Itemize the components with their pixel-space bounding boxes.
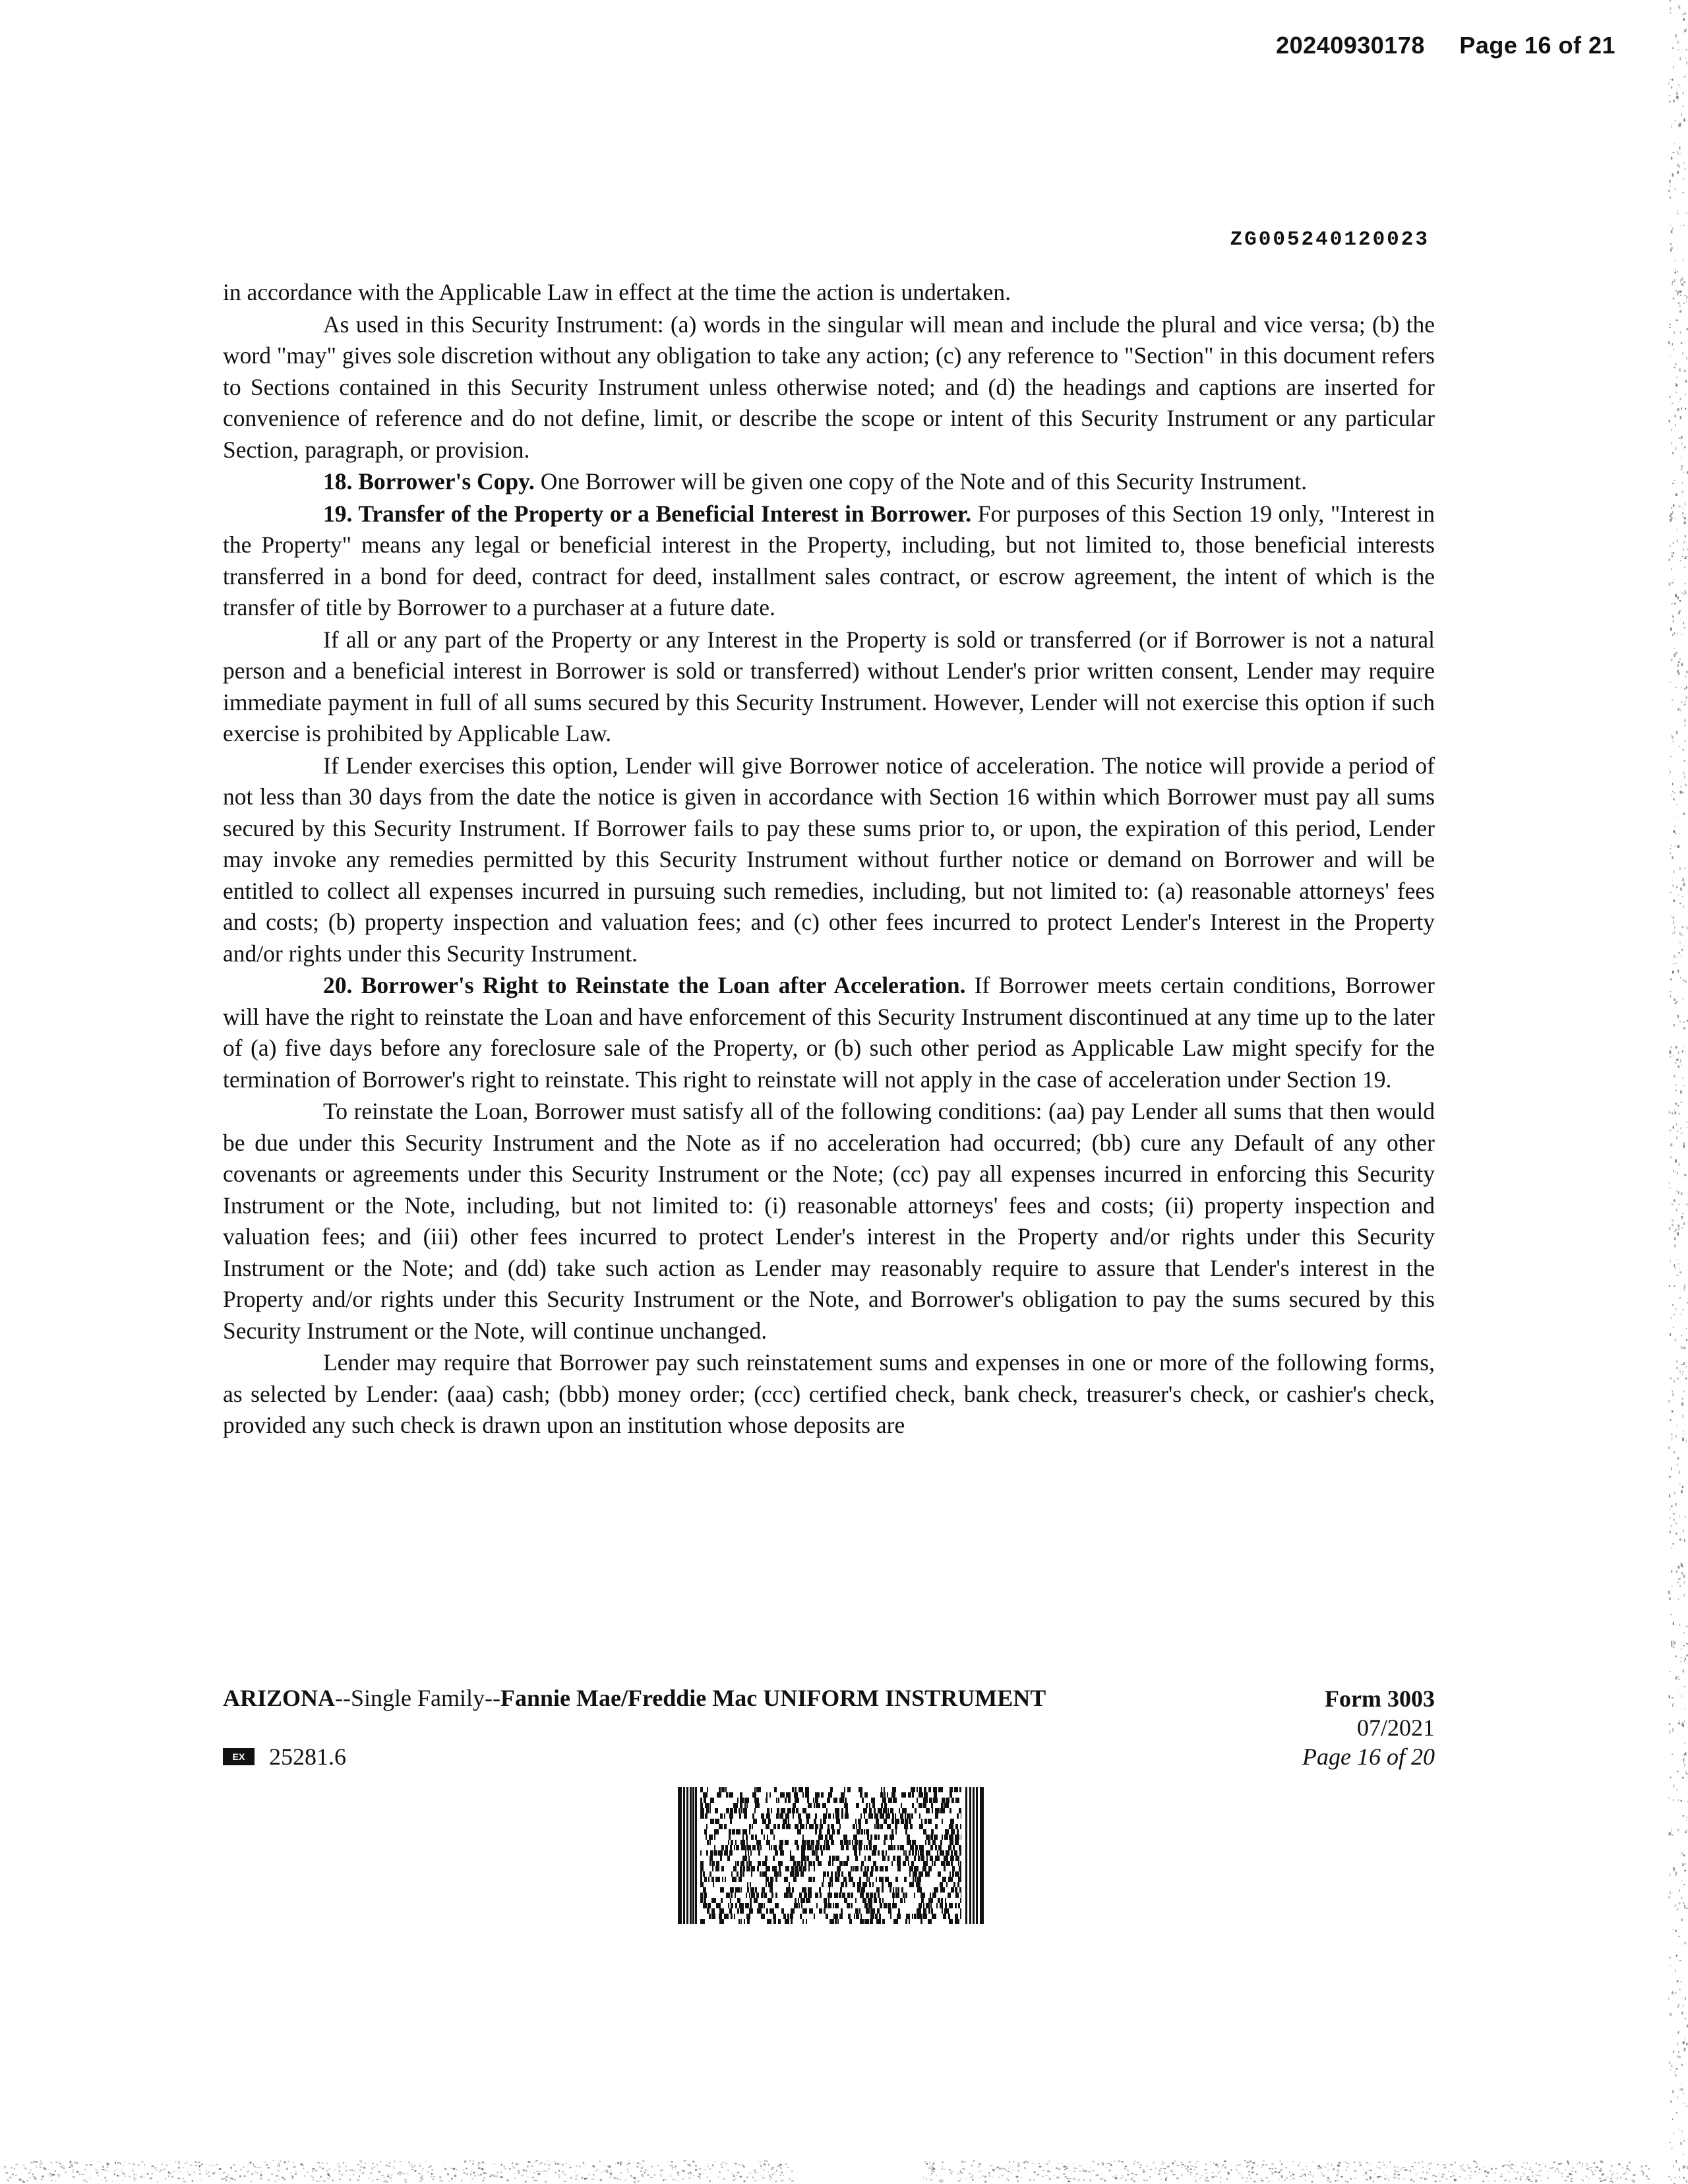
loan-number: ZG005240120023 — [1230, 228, 1430, 251]
section-19 — [223, 499, 1435, 624]
form-number: Form 3003 — [1325, 1685, 1435, 1712]
paragraph-text: in accordance with the Applicable Law in effect at the time the action is undertaken. — [223, 279, 1011, 305]
paragraph-definitions — [223, 309, 1435, 466]
paragraph-text: Lender may require that Borrower pay such reinstatement sums and expenses in one or more of the following forms, as selected by Lender: (aaa) cash; (bbb) money order; (ccc) certified check, bank check, treasurer's check, or cashier's check, provided any such check is drawn upon an institution whose deposits are — [223, 1349, 1435, 1438]
document-id — [223, 1743, 346, 1771]
form-description — [223, 1684, 1046, 1712]
paragraph-continuation — [223, 277, 1435, 309]
scan-bottom-noise — [0, 2158, 1688, 2184]
paragraph-text: If Lender exercises this option, Lender will give Borrower notice of acceleration. The notice will provide a period of not less than 30 days from the date the notice is given in accordance with Section 16 within which Borrower must pay all sums secured by this Security Instrument. If Borrower fails to pay these sums prior to, or upon, the expiration of this period, Lender may invoke any remedies permitted by this Security Instrument without further notice or demand on Borrower and will be entitled to collect all expenses incurred in pursuing such remedies, including, but not limited to: (a) reasonable attorneys' fees and costs; (b) property inspection and valuation fees; and (c) other fees incurred to protect Lender's Interest in the Property and/or rights under this Security Instrument. — [223, 752, 1435, 967]
section-title: 19. Transfer of the Property or a Beneficial Interest in Borrower. — [323, 500, 972, 527]
pdf417-barcode-icon — [678, 1787, 986, 1924]
section-title: 20. Borrower's Right to Reinstate the Loan after Acceleration. — [323, 972, 966, 998]
recording-page-label: Page 16 of 21 — [1459, 32, 1615, 59]
document-id-number: 25281.6 — [269, 1744, 346, 1770]
form-page-ref: Page 16 of 20 — [1302, 1744, 1435, 1770]
form-instrument: Fannie Mae/Freddie Mac UNIFORM INSTRUMENT — [500, 1685, 1046, 1711]
section-title: 18. Borrower's Copy. — [323, 468, 535, 495]
recording-header — [1276, 32, 1615, 59]
form-type: --Single Family-- — [335, 1685, 500, 1711]
scan-edge-noise — [1648, 0, 1688, 2184]
paragraph-text: For purposes of this Section 19 only, "Interest in the Property" means any legal or beneficial interest in the Property, including, but not limited to, those beneficial interests transferred in a bond for deed, contract for deed, installment sales contract, or escrow agreement, the intent of which is the transfer of title by Borrower to a purchaser at a future date. — [223, 500, 1435, 621]
document-body — [223, 277, 1435, 1442]
ellie-mae-logo-icon: EX — [223, 1748, 255, 1765]
form-info — [1302, 1684, 1435, 1771]
section-18 — [223, 466, 1435, 498]
paragraph-reinstate-conditions — [223, 1096, 1435, 1347]
form-state: ARIZONA — [223, 1685, 336, 1711]
paragraph-text: If all or any part of the Property or any Interest in the Property is sold or transferred (or if Borrower is not a natural person and a beneficial interest in Borrower is sold or transferred) without Lender's prior written consent, Lender may require immediate payment in full of all sums secured by this Security Instrument. However, Lender will not exercise this option if such exercise is prohibited by Applicable Law. — [223, 626, 1435, 746]
form-date: 07/2021 — [1356, 1714, 1435, 1741]
paragraph-text: To reinstate the Loan, Borrower must satisfy all of the following conditions: (aa) pay Lender all sums that then would be due under this Security Instrument and the Note as if no acceleration had occurred; (bb) cure any Default of any other covenants or agreements under this Security Instrument or the Note; (cc) pay all expenses incurred in enforcing this Security Instrument or the Note, including, but not limited to: (i) reasonable attorneys' fees and costs; (ii) property inspection and valuation fees; and (iii) other fees incurred to protect Lender's interest in the Property and/or rights under this Security Instrument or the Note; and (dd) take such action as Lender may reasonably require to assure that Lender's interest in the Property and/or rights under this Security Instrument or the Note, and Borrower's obligation to pay the sums secured by this Security Instrument or the Note, will continue unchanged. — [223, 1098, 1435, 1344]
paragraph-acceleration — [223, 750, 1435, 970]
recording-number: 20240930178 — [1276, 32, 1425, 59]
paragraph-text: As used in this Security Instrument: (a) words in the singular will mean and include the plural and vice versa; (b) the word "may" gives sole discretion without any obligation to take any action; (c) any reference to "Section" in this document refers to Sections contained in this Security Instrument unless otherwise noted; and (d) the headings and captions are inserted for convenience of reference and do not define, limit, or describe the scope or intent of this Security Instrument or any particular Section, paragraph, or provision. — [223, 311, 1435, 463]
paragraph-transfer — [223, 624, 1435, 750]
paragraph-text: One Borrower will be given one copy of the Note and of this Security Instrument. — [534, 468, 1308, 495]
section-20 — [223, 970, 1435, 1095]
paragraph-reinstate-forms — [223, 1347, 1435, 1441]
paragraph-text: If Borrower meets certain conditions, Borrower will have the right to reinstate the Loan and have enforcement of this Security Instrument discontinued at any time up to the later of (a) five days before any foreclosure sale of the Property, or (b) such other period as Applicable Law might specify for the termination of Borrower's right to reinstate. This right to reinstate will not apply in the case of acceleration under Section 19. — [223, 972, 1435, 1093]
